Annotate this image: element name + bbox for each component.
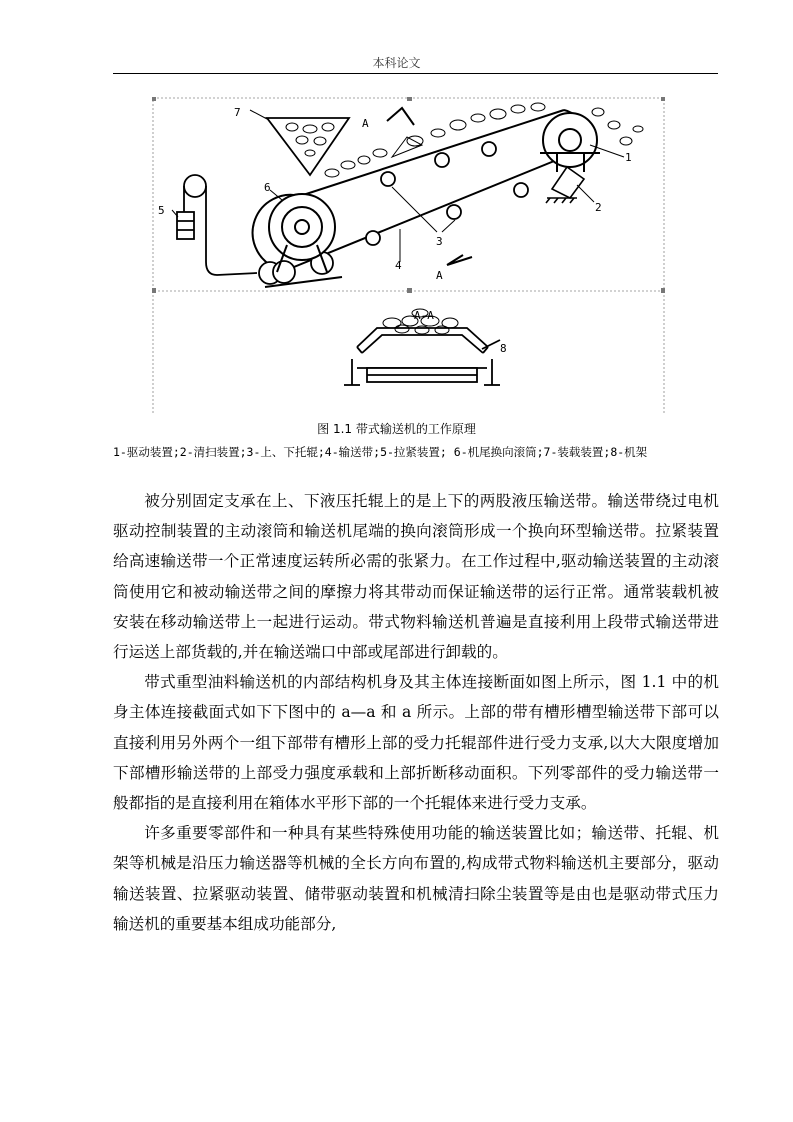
label-3: 3 (436, 235, 443, 248)
figure-caption: 图 1.1 带式输送机的工作原理 (317, 422, 476, 436)
label-4: 4 (395, 259, 402, 272)
body-text (113, 486, 719, 939)
label-7: 7 (234, 106, 241, 119)
leader-3b (442, 220, 455, 232)
header-rule (113, 73, 718, 74)
label-2: 2 (595, 201, 602, 214)
paragraph-2: 带式重型油料输送机的内部结构机身及其主体连接断面如图上所示，图 1.1 中的机身主体连接截面式如下下图中的 a—a 和 a 所示。上部的带有槽形槽型输送带下部可以直接利用另外两个一组下部带有槽形上部的受力托辊部件进行受力支承,以大大限度增加下部槽形输送带的上部受力强度承载和上部折断移动面积。下列零部件的受力输送带一般都指的是直接利用在箱体水平形下部的一个托辊体来进行受力支承。 (113, 673, 719, 813)
cross-section (344, 328, 500, 385)
label-5: 5 (158, 204, 165, 217)
cleaning-device (546, 167, 584, 203)
label-a-bottom: A (436, 269, 443, 282)
conveyor-diagram (152, 97, 665, 413)
label-8: 8 (500, 342, 507, 355)
page-header-title: 本科论文 (372, 56, 421, 70)
label-section-aa: A-A (414, 309, 434, 322)
take-up-device (177, 175, 257, 275)
figure-belt-conveyor (152, 97, 665, 413)
label-6: 6 (264, 181, 271, 194)
label-1: 1 (625, 151, 632, 164)
paragraph-1: 被分别固定支承在上、下液压托辊上的是上下的两股液压输送带。输送带绕过电机驱动控制装置的主动滚筒和输送机尾端的换向滚筒形成一个换向环型输送带。拉紧装置给高速输送带一个正常速度运转所必需的张紧力。在工作过程中,驱动输送装置的主动滚筒使用它和被动输送带之间的摩擦力将其带动而保证输送带的运行正常。通常装载机被安装在移动输送带上一起进行运动。带式物料输送机普遍是直接利用上段带式输送带进行运送上部货载的,并在输送端口中部或尾部进行卸载的。 (113, 492, 719, 662)
figure-legend: 1-驱动装置;2-清扫装置;3-上、下托辊;4-输送带;5-拉紧装置; 6-机尾换向滚筒;7-装载装置;8-机架 (113, 445, 648, 459)
label-a-top: A (362, 117, 369, 130)
loading-hopper (267, 118, 349, 175)
paragraph-3: 许多重要零部件和一种具有某些特殊使用功能的输送装置比如；输送带、托辊、机架等机械是沿压力输送器等机械的全长方向布置的,构成带式物料输送机主要部分，驱动输送装置、拉紧驱动装置、储带驱动装置和机械清扫除尘装置等是由也是驱动带式压力输送机的重要基本组成功能部分, (113, 824, 719, 933)
